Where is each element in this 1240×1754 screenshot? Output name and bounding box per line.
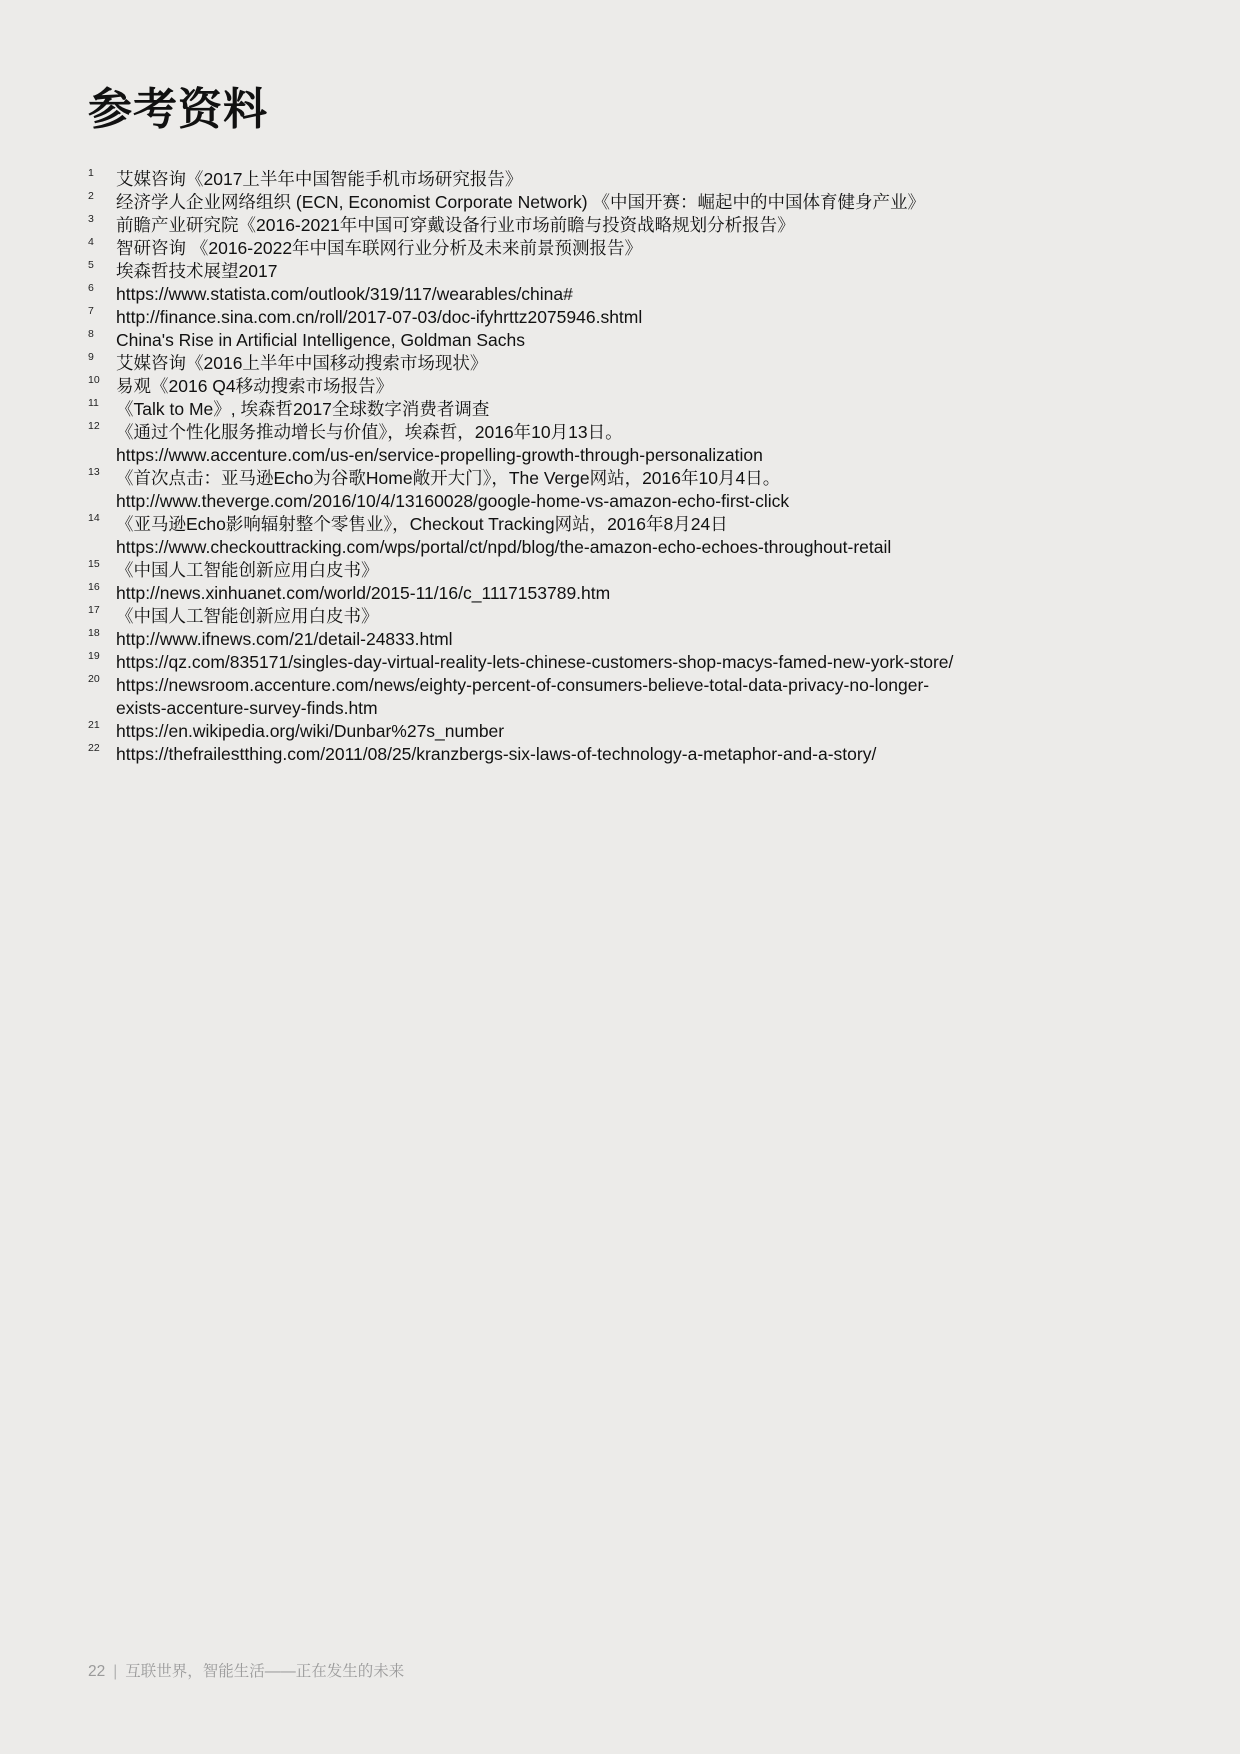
reference-number: 16 (88, 581, 100, 593)
reference-text[interactable]: http://www.theverge.com/2016/10/4/13160028/google-home-vs-amazon-echo-first-click (116, 491, 790, 511)
reference-text: 《首次点击：亚马逊Echo为谷歌Home敞开大门》，The Verge网站，2016年10月4日。 (116, 468, 781, 488)
reference-item (88, 398, 1168, 421)
reference-number: 13 (88, 466, 100, 478)
reference-number: 5 (88, 259, 94, 271)
reference-text: 《通过个性化服务推动增长与价值》，埃森哲，2016年10月13日。 (116, 422, 623, 442)
reference-number: 15 (88, 558, 100, 570)
reference-number: 3 (88, 213, 94, 225)
reference-number: 9 (88, 351, 94, 363)
reference-item (88, 352, 1168, 375)
reference-item (88, 743, 1168, 766)
reference-item (88, 628, 1168, 651)
reference-item (88, 720, 1168, 743)
reference-item (88, 674, 1168, 720)
reference-number: 22 (88, 742, 100, 754)
reference-text[interactable]: http://finance.sina.com.cn/roll/2017-07-03/doc-ifyhrttz2075946.shtml (116, 307, 643, 327)
reference-number: 1 (88, 167, 94, 179)
reference-item (88, 168, 1168, 191)
reference-text: 《亚马逊Echo影响辐射整个零售业》，Checkout Tracking网站，2016年8月24日 (116, 514, 728, 534)
reference-item (88, 283, 1168, 306)
page-title: 参考资料 (88, 84, 268, 135)
reference-text[interactable]: https://newsroom.accenture.com/news/eighty-percent-of-consumers-believe-total-data-privacy-no-longer- (116, 675, 930, 695)
reference-text: 《中国人工智能创新应用白皮书》 (116, 560, 379, 580)
reference-text[interactable]: https://qz.com/835171/singles-day-virtual-reality-lets-chinese-customers-shop-macys-famed-new-york-store/ (116, 652, 954, 672)
reference-text: 智研咨询 《2016-2022年中国车联网行业分析及未来前景预测报告》 (116, 238, 643, 258)
reference-item (88, 582, 1168, 605)
reference-number: 11 (88, 397, 99, 409)
reference-number: 19 (88, 650, 100, 662)
reference-item (88, 237, 1168, 260)
reference-item (88, 605, 1168, 628)
reference-number: 20 (88, 673, 100, 685)
reference-item (88, 260, 1168, 283)
reference-number: 2 (88, 190, 94, 202)
reference-number: 18 (88, 627, 100, 639)
reference-number: 8 (88, 328, 94, 340)
reference-text: 经济学人企业网络组织 (ECN, Economist Corporate Network) 《中国开赛：崛起中的中国体育健身产业》 (116, 192, 925, 212)
reference-item (88, 214, 1168, 237)
reference-text[interactable]: https://www.statista.com/outlook/319/117/wearables/china# (116, 284, 573, 304)
reference-text[interactable]: https://www.checkouttracking.com/wps/portal/ct/npd/blog/the-amazon-echo-echoes-throughout-retail (116, 537, 892, 557)
reference-text[interactable]: http://news.xinhuanet.com/world/2015-11/16/c_1117153789.htm (116, 583, 611, 603)
reference-text: 易观《2016 Q4移动搜索市场报告》 (116, 376, 394, 396)
reference-text: 艾媒咨询《2016上半年中国移动搜索市场现状》 (116, 353, 488, 373)
reference-text: 前瞻产业研究院《2016-2021年中国可穿戴设备行业市场前瞻与投资战略规划分析报告》 (116, 215, 795, 235)
reference-text: exists-accenture-survey-finds.htm (116, 698, 378, 718)
reference-text: 艾媒咨询《2017上半年中国智能手机市场研究报告》 (116, 169, 523, 189)
reference-number: 4 (88, 236, 94, 248)
reference-text: China's Rise in Artificial Intelligence, Goldman Sachs (116, 330, 525, 350)
reference-item (88, 467, 1168, 513)
reference-text[interactable]: http://www.ifnews.com/21/detail-24833.html (116, 629, 453, 649)
reference-number: 7 (88, 305, 94, 317)
footer-doc-title: 互联世界，智能生活——正在发生的未来 (125, 1663, 405, 1680)
reference-number: 12 (88, 420, 100, 432)
reference-item (88, 375, 1168, 398)
reference-item (88, 559, 1168, 582)
reference-list (88, 168, 1168, 766)
footer-separator: | (113, 1663, 118, 1680)
reference-text: 《Talk to Me》, 埃森哲2017全球数字消费者调查 (116, 399, 490, 419)
footer-page-number: 22 (88, 1663, 106, 1680)
reference-item (88, 513, 1168, 559)
reference-number: 21 (88, 719, 100, 731)
reference-number: 6 (88, 282, 94, 294)
reference-item (88, 651, 1168, 674)
page-footer (88, 1662, 404, 1682)
reference-text[interactable]: https://thefrailestthing.com/2011/08/25/kranzbergs-six-laws-of-technology-a-metaphor-and-a-story/ (116, 744, 877, 764)
reference-text: 《中国人工智能创新应用白皮书》 (116, 606, 379, 626)
reference-text[interactable]: https://www.accenture.com/us-en/service-propelling-growth-through-personalization (116, 445, 763, 465)
reference-number: 17 (88, 604, 100, 616)
reference-item (88, 329, 1168, 352)
reference-item (88, 191, 1168, 214)
reference-number: 14 (88, 512, 100, 524)
reference-item (88, 306, 1168, 329)
reference-number: 10 (88, 374, 100, 386)
reference-item (88, 421, 1168, 467)
reference-text: 埃森哲技术展望2017 (116, 261, 278, 281)
reference-text[interactable]: https://en.wikipedia.org/wiki/Dunbar%27s_number (116, 721, 505, 741)
